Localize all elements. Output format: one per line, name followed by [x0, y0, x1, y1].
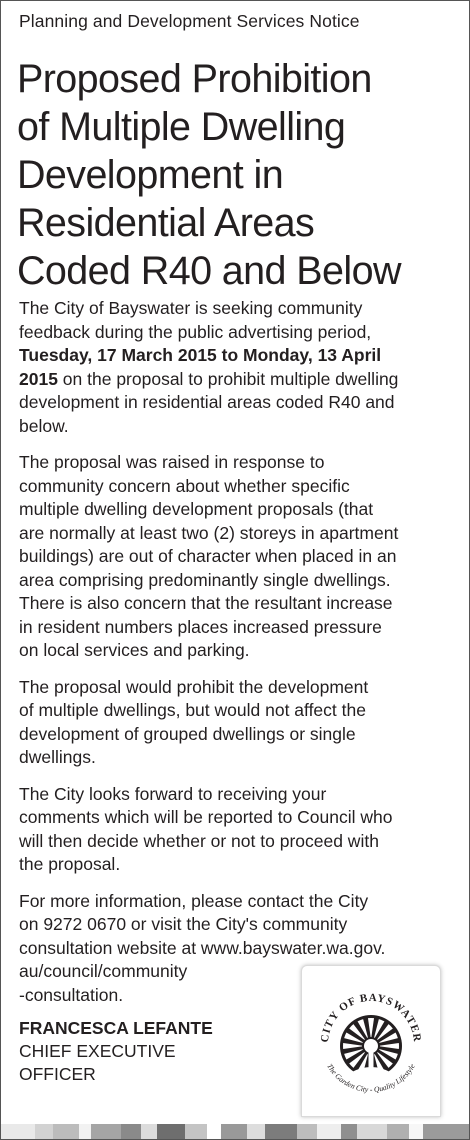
contact-phone-line: on 9272 0670 or visit the City's community	[19, 914, 348, 934]
stripe	[409, 1124, 423, 1140]
body-line: feedback during the public advertising period,	[19, 321, 372, 342]
paragraph-background	[19, 451, 465, 663]
stripe	[265, 1124, 297, 1140]
body-line: There is also concern that the resultant increase	[19, 593, 393, 613]
body-line: development of grouped dwellings or single	[19, 723, 356, 744]
notice-body	[19, 297, 465, 1020]
stripe	[91, 1124, 121, 1140]
stripe	[317, 1124, 341, 1140]
body-line: below.	[19, 415, 69, 436]
stripe	[53, 1124, 79, 1140]
website-line: au/council/community	[19, 961, 188, 981]
body-line: will then decide whether or not to proceed with	[19, 830, 379, 851]
title-line: Residential Areas	[17, 201, 315, 245]
body-line: dwellings.	[19, 747, 96, 767]
body-line: the proposal.	[19, 854, 121, 874]
body-line: The proposal would prohibit the development	[19, 676, 369, 697]
signatory-title: OFFICER	[19, 1064, 96, 1084]
body-line: For more information, please contact the City	[19, 890, 369, 911]
body-line: buildings) are out of character when placed in an	[19, 546, 397, 566]
city-seal-icon	[302, 966, 440, 1116]
stripe	[157, 1124, 185, 1140]
body-line	[19, 368, 465, 392]
stripe	[297, 1124, 317, 1140]
body-line: comments which will be reported to Council who	[19, 807, 393, 827]
paragraph-effect	[19, 676, 465, 770]
stripe	[341, 1124, 357, 1140]
stripe	[141, 1124, 157, 1140]
website-line: consultation website at www.bayswater.wa.gov.	[19, 937, 386, 958]
body-line: on local services and parking.	[19, 640, 250, 660]
title-line: of Multiple Dwelling	[17, 105, 346, 149]
footer-stripe-bar	[1, 1124, 470, 1140]
title-line: Development in	[17, 153, 284, 197]
signatory-name: FRANCESCA LEFANTE	[19, 1018, 213, 1038]
advertising-period-year: 2015	[19, 368, 58, 389]
advertising-period-dates: Tuesday, 17 March 2015 to Monday, 13 April	[19, 345, 382, 365]
body-line: in resident numbers places increased pressure	[19, 616, 382, 637]
body-line: are normally at least two (2) storeys in apartment	[19, 522, 399, 543]
body-line: The City of Bayswater is seeking community	[19, 298, 363, 318]
title-line: Proposed Prohibition	[17, 57, 372, 101]
stripe	[221, 1124, 247, 1140]
notice-title	[17, 55, 401, 295]
stripe	[1, 1124, 35, 1140]
stripe	[387, 1124, 409, 1140]
stripe	[79, 1124, 91, 1140]
signatory-title: CHIEF EXECUTIVE	[19, 1041, 176, 1061]
header-label: Planning and Development Services Notice	[19, 11, 360, 31]
body-line: area comprising predominantly single dwellings.	[19, 569, 391, 590]
stripe	[35, 1124, 53, 1140]
stripe	[121, 1124, 141, 1140]
stripe	[207, 1124, 221, 1140]
body-line: of multiple dwellings, but would not affect the	[19, 700, 366, 720]
paragraph-intro	[19, 297, 465, 438]
signature-block	[19, 1017, 213, 1086]
stripe	[423, 1124, 470, 1140]
body-line: community concern about whether specific	[19, 475, 350, 496]
paragraph-next-steps	[19, 783, 465, 877]
sunburst-tree-seal-icon	[340, 1015, 402, 1077]
body-line-rest: on the proposal to prohibit multiple dwelling	[57, 368, 399, 389]
body-line: The City looks forward to receiving your	[19, 783, 327, 804]
body-line: multiple dwelling development proposals (that	[19, 499, 374, 519]
website-line: -consultation.	[19, 984, 124, 1005]
stripe	[247, 1124, 265, 1140]
body-line: The proposal was raised in response to	[19, 452, 325, 472]
stripe	[357, 1124, 387, 1140]
body-line: development in residential areas coded R40 and	[19, 392, 395, 412]
title-line: Coded R40 and Below	[17, 249, 401, 293]
stripe	[185, 1124, 207, 1140]
city-logo	[301, 965, 441, 1117]
logo-top-text: CITY OF BAYSWATER	[318, 991, 424, 1044]
logo-motto: The Garden City - Quality Lifestyle	[325, 1062, 417, 1095]
